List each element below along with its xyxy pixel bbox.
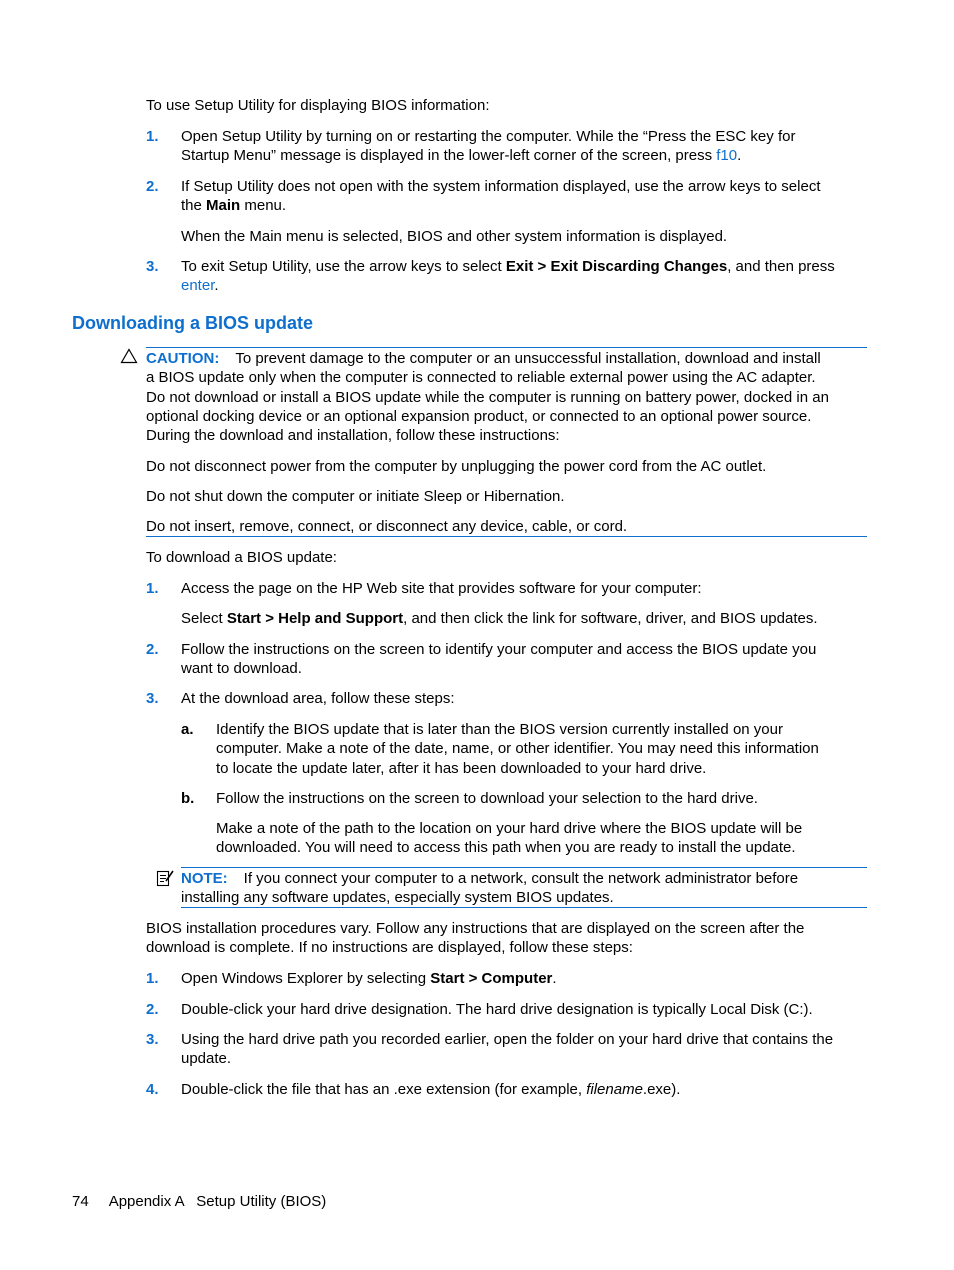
step-number: 1. — [146, 580, 159, 597]
substep-text: Follow the instructions on the screen to download your selection to the hard drive. — [216, 790, 758, 807]
caution-paragraph: Do not insert, remove, connect, or disconnect any device, cable, or cord. — [146, 518, 628, 535]
step-text: To exit Setup Utility, use the arrow keys to select Exit > Exit Discarding Changes, and then press enter. — [181, 258, 835, 295]
caution-paragraph: Do not shut down the computer or initiate Sleep or Hibernation. — [146, 488, 565, 505]
step-text: Access the page on the HP Web site that provides software for your computer: — [181, 580, 702, 597]
caution-text: CAUTION: To prevent damage to the computer or an unsuccessful installation, download and install a BIOS update only when the computer is connected to reliable external power using the AC adapter. Do not download or install a BIOS update while the computer is running on battery power, docked in an optional docking device or an optional expansion product, or connected to an optional power source. During the download and installation, follow these instructions: — [146, 350, 829, 445]
step-text: If Setup Utility does not open with the system information displayed, use the arrow keys to select the Main menu. — [181, 178, 821, 215]
warning-icon — [120, 348, 138, 364]
intro-text: To use Setup Utility for displaying BIOS information: — [146, 97, 490, 114]
step-number: 1. — [146, 970, 159, 987]
substep-letter: a. — [181, 721, 194, 738]
note-top-rule — [181, 867, 867, 868]
step-number: 1. — [146, 128, 159, 145]
step-text: At the download area, follow these steps: — [181, 690, 455, 707]
caution-top-rule — [146, 347, 867, 348]
note-pad-icon — [156, 869, 175, 888]
section-heading: Downloading a BIOS update — [72, 313, 314, 333]
note-text: NOTE: If you connect your computer to a network, consult the network administrator before installing any software updates, especially system BIOS updates. — [181, 870, 799, 907]
step-subtext: When the Main menu is selected, BIOS and other system information is displayed. — [181, 228, 728, 245]
step-number: 2. — [146, 178, 159, 195]
note-bottom-rule — [181, 907, 867, 908]
substep-text: Identify the BIOS update that is later than the BIOS version currently installed on your computer. Make a note of the date, name, or other identifier. You may need this information to locate the update later, after it has been downloaded to your hard drive. — [216, 721, 819, 777]
caution-bottom-rule — [146, 536, 867, 537]
step-number: 3. — [146, 258, 159, 275]
step-number: 3. — [146, 690, 159, 707]
caution-label: CAUTION: — [146, 350, 220, 367]
step-number: 4. — [146, 1081, 159, 1098]
step-text: Follow the instructions on the screen to identify your computer and access the BIOS update you want to download. — [181, 641, 817, 678]
page-number: 74 — [72, 1193, 89, 1210]
step-text: Double-click your hard drive designation. The hard drive designation is typically Local Disk (C:). — [181, 1001, 813, 1018]
intro-text: To download a BIOS update: — [146, 549, 337, 566]
step-number: 2. — [146, 1001, 159, 1018]
step-text: Using the hard drive path you recorded earlier, open the folder on your hard drive that contains the update. — [181, 1031, 834, 1068]
note-label: NOTE: — [181, 870, 228, 887]
step-number: 3. — [146, 1031, 159, 1048]
page-footer — [72, 1192, 326, 1211]
key-f10: f10 — [716, 147, 738, 165]
key-enter: enter — [181, 277, 215, 295]
substep-subtext: Make a note of the path to the location on your hard drive where the BIOS update will be downloaded. You will need to access this path when you are ready to install the update. — [216, 820, 803, 857]
body-paragraph: BIOS installation procedures vary. Follow any instructions that are displayed on the screen after the download is complete. If no instructions are displayed, follow these steps: — [146, 920, 805, 957]
step-subtext: Select Start > Help and Support, and then click the link for software, driver, and BIOS updates. — [181, 610, 818, 627]
step-text: Double-click the file that has an .exe extension (for example, filename.exe). — [181, 1081, 681, 1098]
step-text: Open Windows Explorer by selecting Start > Computer. — [181, 970, 557, 987]
substep-letter: b. — [181, 790, 195, 807]
caution-paragraph: Do not disconnect power from the computer by unplugging the power cord from the AC outlet. — [146, 458, 767, 475]
footer-text: Appendix A Setup Utility (BIOS) — [108, 1193, 327, 1210]
step-text: Open Setup Utility by turning on or restarting the computer. While the “Press the ESC key for Startup Menu” message is displayed in the lower-left corner of the screen, press f10. — [181, 128, 796, 165]
step-number: 2. — [146, 641, 159, 658]
